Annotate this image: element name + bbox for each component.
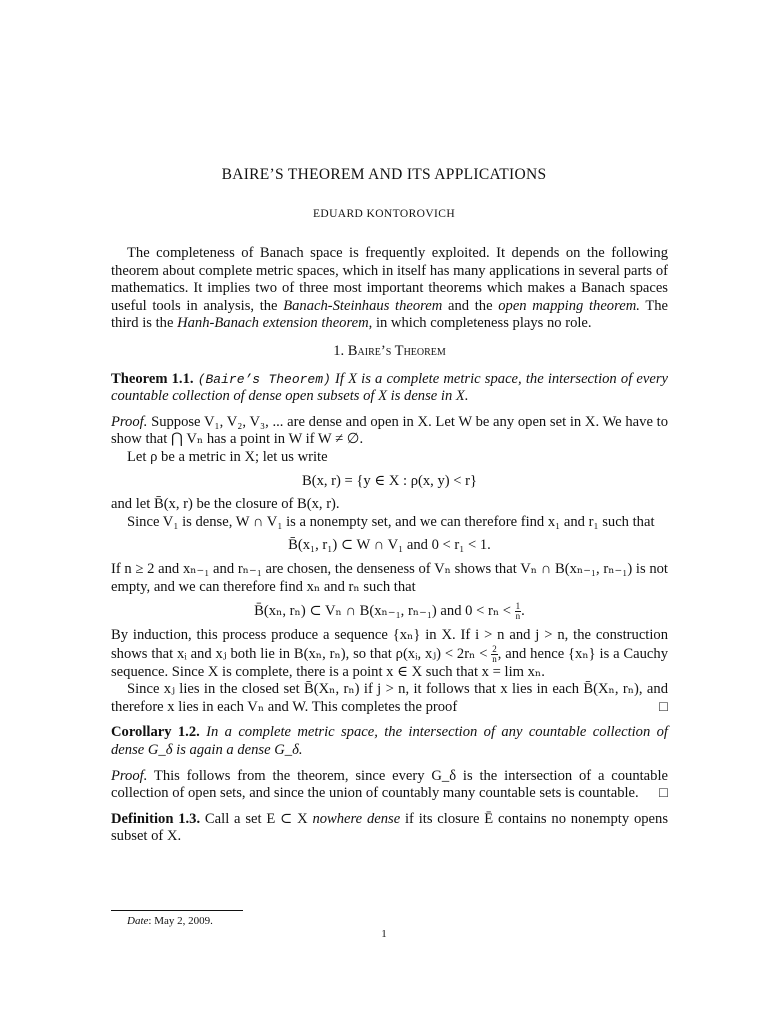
footnote-date: Date: May 2, 2009.	[127, 915, 213, 927]
intro-paragraph: The completeness of Banach space is frequently exploited. It depends on the following theorem about complete metric spaces, which in itself has many applications in several parts of mathematics. It implies two of three most important theorems which makes a Banach spaces useful tools in analysis, the Banach-Steinhaus theorem and the open mapping theorem. The third is the Hanh-Banach extension theorem, in which completeness plays no role.	[111, 245, 669, 332]
section-heading: 1. Baire’s Theorem	[333, 342, 446, 359]
proof-paragraph-3: and let B̄(x, r) be the closure of B(x, r).	[111, 496, 340, 513]
proof-paragraph-1: Proof. Suppose V₁, V₂, V₃, ... are dense and open in X. Let W be any open set in X. We have to show that ⋂ Vₙ has a point in W if W ≠ ∅.	[111, 413, 668, 448]
equation-nth-ball: B̄(xₙ, rₙ) ⊂ Vₙ ∩ B(xₙ₋₁, rₙ₋₁) and 0 < rₙ < $\frac{1}{n}$ .	[254, 601, 525, 622]
proof-paragraph-6: By induction, this process produce a sequence {xₙ} in X. If i > n and j > n, the construction shows that xᵢ and xⱼ both lie in B(xₙ, rₙ), so that ρ(xᵢ, xⱼ) < 2rₙ < $\frac{2}{n}$ , and hence {xₙ} is a Cauchy sequence. Since X is complete, there is a point x ∈ X such that x = lim xₙ.	[111, 627, 668, 680]
page-number: 1	[381, 928, 387, 940]
footnote-rule	[111, 910, 243, 911]
proof-paragraph-4: Since V₁ is dense, W ∩ V₁ is a nonempty set, and we can therefore find x₁ and r₁ such that	[127, 513, 655, 530]
equation-first-ball: B̄(x₁, r₁) ⊂ W ∩ V₁ and 0 < r₁ < 1.	[288, 537, 491, 554]
corollary-1-2: Corollary 1.2. In a complete metric space, the intersection of any countable collection of dense G_δ is again a dense G_δ.	[111, 724, 668, 759]
proof-paragraph-7: Since xⱼ lies in the closed set B̄(Xₙ, rₙ) if j > n, it follows that x lies in each B̄(Xₙ, rₙ), and therefore x lies in each Vₙ and W. This completes the proof □	[111, 681, 668, 715]
author-name: EDUARD KONTOROVICH	[312, 208, 456, 220]
qed-symbol: □	[659, 785, 668, 802]
fraction-two-over-n: $\frac{2}{n}$	[492, 643, 497, 664]
equation-ball: B(x, r) = {y ∈ X : ρ(x, y) < r}	[301, 472, 477, 489]
fraction-one-over-n: $\frac{1}{n}$	[515, 601, 521, 622]
proof-paragraph-2: Let ρ be a metric in X; let us write	[127, 448, 328, 465]
qed-symbol: □	[659, 698, 668, 715]
proof-corollary: Proof. This follows from the theorem, since every G_δ is the intersection of a countable collection of open sets, and since the union of countably many countable sets is countable. □	[111, 767, 668, 802]
definition-1-3: Definition 1.3. Call a set E ⊂ X nowhere dense if its closure Ē contains no nonempty opens subset of X.	[111, 810, 669, 845]
theorem-1-1: Theorem 1.1. (Baire’s Theorem) If X is a complete metric space, the intersection of every countable collection of dense open subsets of X is dense in X.	[111, 370, 668, 405]
proof-paragraph-5: If n ≥ 2 and xₙ₋₁ and rₙ₋₁ are chosen, the denseness of Vₙ shows that Vₙ ∩ B(xₙ₋₁, rₙ₋₁) is not empty, and we can therefore find xₙ and rₙ such that	[111, 560, 668, 595]
body-column	[111, 245, 668, 846]
paper-title: BAIRE’S THEOREM AND ITS APPLICATIONS	[221, 166, 547, 183]
